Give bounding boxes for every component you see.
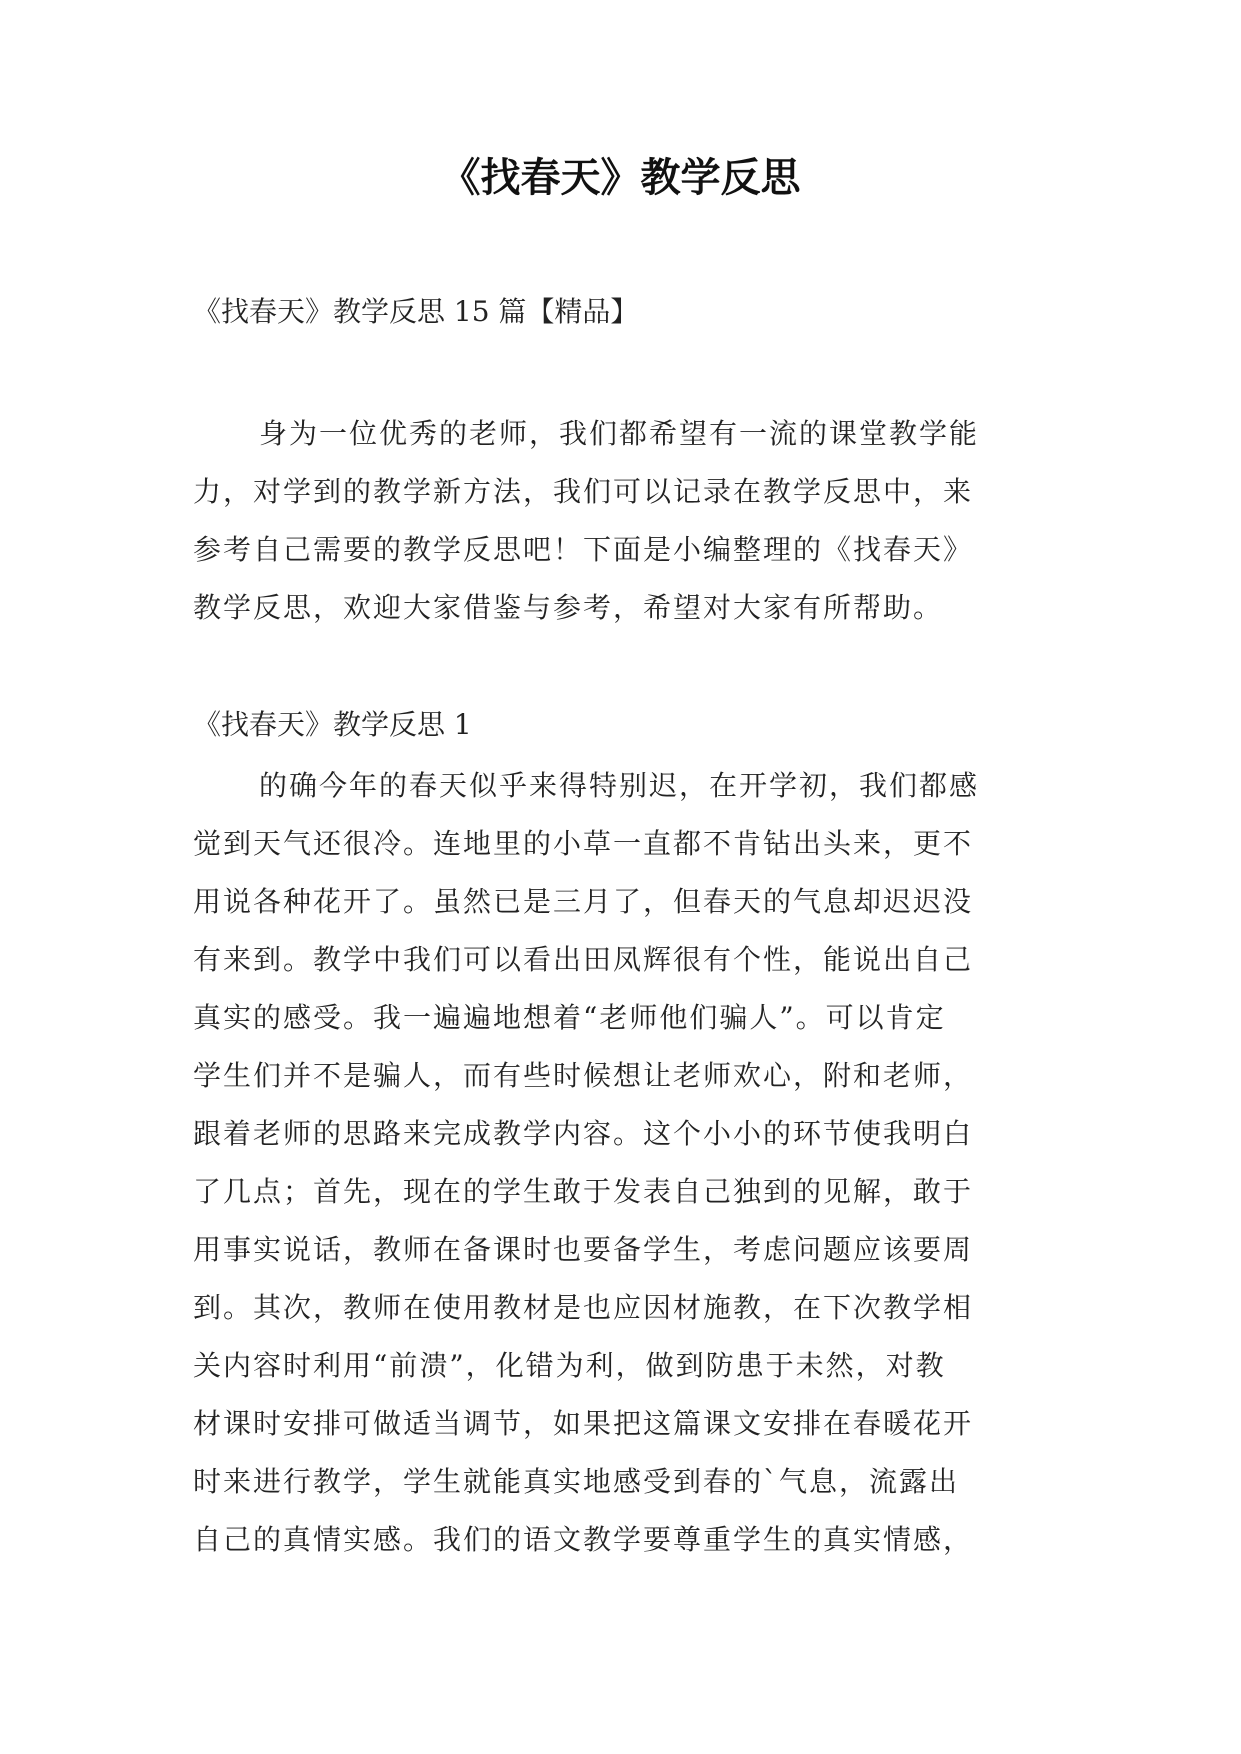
intro-line: 教学反思，欢迎大家借鉴与参考，希望对大家有所帮助。 — [193, 591, 944, 624]
section-heading: 《找春天》教学反思 1 — [193, 708, 472, 741]
section-line: 到。其次，教师在使用教材是也应因材施教，在下次教学相 — [193, 1291, 974, 1324]
section-line: 的确今年的春天似乎来得特别迟，在开学初，我们都感 — [259, 769, 980, 802]
intro-line: 力，对学到的教学新方法，我们可以记录在教学反思中，来 — [193, 475, 974, 508]
intro-line: 参考自己需要的教学反思吧！下面是小编整理的《找春天》 — [193, 533, 974, 566]
intro-line: 身为一位优秀的老师，我们都希望有一流的课堂教学能 — [259, 417, 980, 450]
section-line: 了几点；首先，现在的学生敢于发表自己独到的见解，敢于 — [193, 1175, 974, 1208]
section-line: 跟着老师的思路来完成教学内容。这个小小的环节使我明白 — [193, 1117, 974, 1150]
section-line: 时来进行教学，学生就能真实地感受到春的`气息，流露出 — [193, 1465, 960, 1498]
page-title: 《找春天》教学反思 — [440, 154, 801, 201]
intro-paragraph — [193, 405, 1068, 637]
section-line: 觉到天气还很冷。连地里的小草一直都不肯钻出头来，更不 — [193, 827, 974, 860]
section-line: 用说各种花开了。虽然已是三月了，但春天的气息却迟迟没 — [193, 885, 974, 918]
section-line: 学生们并不是骗人，而有些时候想让老师欢心，附和老师， — [193, 1059, 974, 1092]
section-line: 自己的真情实感。我们的语文教学要尊重学生的真实情感， — [193, 1523, 974, 1556]
section-line: 有来到。教学中我们可以看出田凤辉很有个性，能说出自己 — [193, 943, 974, 976]
section-line: 关内容时利用“前溃”，化错为利，做到防患于未然，对教 — [193, 1349, 946, 1382]
section-line: 用事实说话，教师在备课时也要备学生，考虑问题应该要周 — [193, 1233, 974, 1266]
section-line: 真实的感受。我一遍遍地想着“老师他们骗人”。可以肯定 — [193, 1001, 946, 1034]
document-subtitle: 《找春天》教学反思 15 篇【精品】 — [193, 295, 639, 328]
section-paragraph — [193, 757, 1068, 1569]
section-line: 材课时安排可做适当调节，如果把这篇课文安排在春暖花开 — [193, 1407, 974, 1440]
